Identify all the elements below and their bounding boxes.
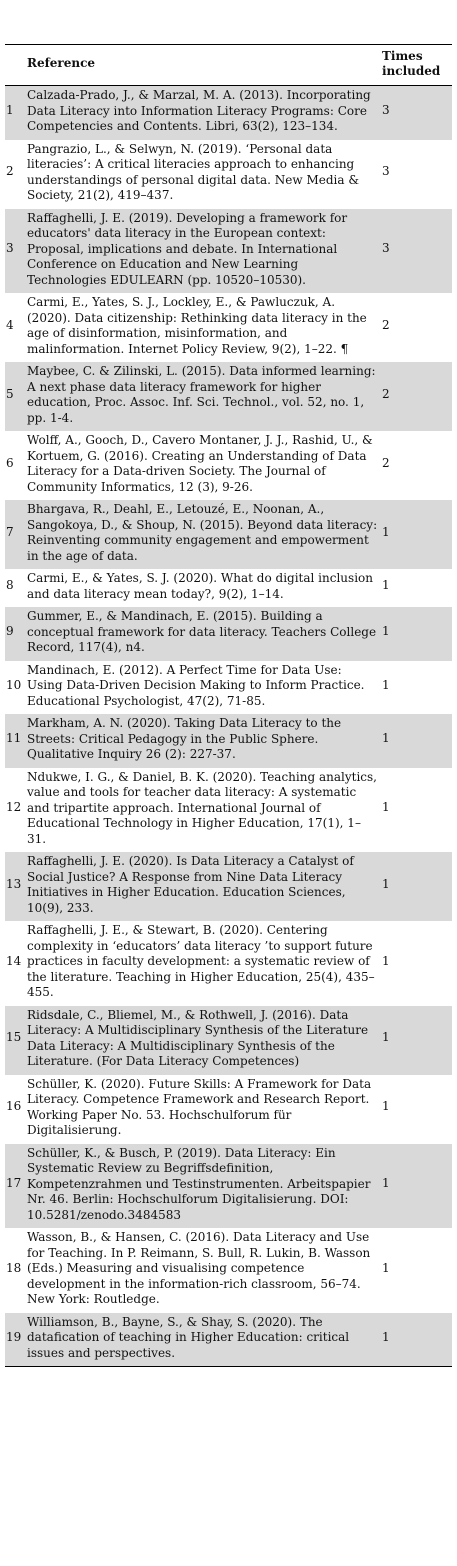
header-number: [5, 45, 25, 86]
row-reference: Wolff, A., Gooch, D., Cavero Montaner, J. J., Rashid, U., & Kortuem, G. (2016). Creating an Understanding of Data Literacy for a Data-driven Society. The Journal of Community Informatics, 12 (3), 9-26.: [27, 433, 373, 494]
row-reference: Williamson, B., Bayne, S., & Shay, S. (2020). The datafication of teaching in Higher Education: critical issues and perspectives.: [25, 1313, 380, 1367]
table-row: [5, 607, 452, 661]
row-times-included: 1: [380, 714, 452, 768]
row-number: 19: [5, 1313, 25, 1367]
row-reference: Carmi, E., & Yates, S. J. (2020). What do digital inclusion and data literacy mean today?, 9(2), 1–14.: [27, 571, 373, 601]
row-reference: Ridsdale, C., Bliemel, M., & Rothwell, J. (2016). Data Literacy: A Multidisciplinary Synthesis of the Literature Data Literacy: A Multidisciplinary Synthesis of the Literature. (For Data Literacy Competences): [25, 1006, 380, 1075]
table-row: [5, 852, 452, 921]
row-times-included: 1: [380, 500, 452, 569]
row-reference: Wasson, B., & Hansen, C. (2016). Data Literacy and Use for Teaching. In P. Reimann, S. Bull, R. Lukin, B. Wasson (Eds.) Measuring and visualising competence development in the information-rich classroom, 56–74. New York: Routledge.: [27, 1230, 371, 1306]
row-number: 15: [5, 1006, 25, 1075]
row-number: 4: [6, 317, 14, 332]
row-number: 14: [6, 953, 22, 968]
row-times-included: 3: [380, 209, 452, 294]
table-row: [5, 1144, 452, 1229]
table-row: [5, 1006, 452, 1075]
row-reference: Schüller, K. (2020). Future Skills: A Framework for Data Literacy. Competence Framework and Research Report. Working Paper No. 53. Hochschulforum für Digitalisierung.: [27, 1076, 372, 1137]
table-body: [5, 86, 452, 1367]
header-times-included: Times included: [380, 45, 452, 86]
row-times-included: 1: [382, 1099, 390, 1114]
table-row: [5, 500, 452, 569]
row-number: 8: [6, 578, 14, 593]
row-times-included: 1: [380, 1006, 452, 1075]
row-times-included: 2: [382, 455, 390, 470]
table-row: [5, 1228, 452, 1313]
row-times-included: 2: [380, 362, 452, 431]
row-number: 11: [5, 714, 25, 768]
table-row: [5, 1075, 452, 1144]
row-number: 13: [5, 852, 25, 921]
row-number: 16: [6, 1099, 22, 1114]
row-reference: Raffaghelli, J. E. (2019). Developing a framework for educators' data literacy in the European context: Proposal, implications and debate. In International Conference on Education and New Learning Technologies EDULEARN (pp. 10520–10530).: [25, 209, 380, 294]
table-row: [5, 768, 452, 853]
table-row: [5, 714, 452, 768]
table-row: [5, 921, 452, 1006]
table-row: [5, 209, 452, 294]
row-number: 17: [5, 1144, 25, 1229]
table-row: [5, 661, 452, 715]
row-times-included: 1: [382, 677, 390, 692]
row-number: 10: [6, 677, 22, 692]
row-times-included: 3: [380, 86, 452, 140]
row-reference: Gummer, E., & Mandinach, E. (2015). Building a conceptual framework for data literacy. Teachers College Record, 117(4), n4.: [25, 607, 380, 661]
row-times-included: 1: [382, 1260, 390, 1275]
row-times-included: 1: [380, 852, 452, 921]
row-times-included: 1: [380, 607, 452, 661]
row-number: 9: [5, 607, 25, 661]
table-row: [5, 140, 452, 209]
row-times-included: 1: [382, 953, 390, 968]
row-reference: Raffaghelli, J. E. (2020). Is Data Literacy a Catalyst of Social Justice? A Response from Nine Data Literacy Initiatives in Higher Education. Education Sciences, 10(9), 233.: [25, 852, 380, 921]
references-table-container: [5, 44, 452, 1367]
table-row: [5, 86, 452, 140]
row-reference: Maybee, C. & Zilinski, L. (2015). Data informed learning: A next phase data literacy framework for higher education, Proc. Assoc. Inf. Sci. Technol., vol. 52, no. 1, pp. 1-4.: [25, 362, 380, 431]
table-row: [5, 362, 452, 431]
table-row: [5, 293, 452, 362]
row-times-included: 3: [382, 164, 390, 179]
row-times-included: 1: [382, 578, 390, 593]
row-reference: Bhargava, R., Deahl, E., Letouzé, E., Noonan, A., Sangokoya, D., & Shoup, N. (2015). Beyond data literacy: Reinventing community engagement and empowerment in the age of data.: [25, 500, 380, 569]
row-number: 1: [5, 86, 25, 140]
row-number: 6: [6, 455, 14, 470]
row-reference: Schüller, K., & Busch, P. (2019). Data Literacy: Ein Systematic Review zu Begriffsdefinition, Kompetenzrahmen und Testinstrumenten. Arbeitspapier Nr. 46. Berlin: Hochschulforum Digitalisierung. DOI: 10.5281/zenodo.3484583: [25, 1144, 380, 1229]
row-times-included: 2: [382, 317, 390, 332]
table-row: [5, 431, 452, 500]
row-reference: Pangrazio, L., & Selwyn, N. (2019). ‘Personal data literacies’: A critical literacies approach to enhancing understandings of personal digital data. New Media & Society, 21(2), 419–437.: [27, 141, 360, 202]
header-reference: Reference: [25, 45, 380, 86]
row-number: 12: [6, 800, 22, 814]
table-header-row: [5, 45, 452, 86]
table-row: [5, 569, 452, 607]
references-table: [5, 44, 452, 1367]
row-number: 3: [5, 209, 25, 294]
row-reference: Calzada-Prado, J., & Marzal, M. A. (2013). Incorporating Data Literacy into Information Literacy Programs: Core Competencies and Contents. Libri, 63(2), 123–134.: [25, 86, 380, 140]
row-number: 18: [6, 1260, 22, 1275]
row-reference: Mandinach, E. (2012). A Perfect Time for Data Use: Using Data-Driven Decision Making to Inform Practice. Educational Psychologist, 47(2), 71-85.: [27, 662, 365, 708]
row-times-included: 1: [382, 800, 390, 814]
row-reference: Carmi, E., Yates, S. J., Lockley, E., & Pawluczuk, A. (2020). Data citizenship: Rethinking data literacy in the age of disinformation, misinformation, and malinformation. Internet Policy Review, 9(2), 1–22. ¶: [27, 295, 367, 356]
row-number: 7: [5, 500, 25, 569]
row-reference: Raffaghelli, J. E., & Stewart, B. (2020). Centering complexity in ‘educators’ data literacy ’to support future practices in faculty development: a systematic review of the literature. Teaching in Higher Education, 25(4), 435–455.: [27, 923, 375, 999]
row-reference: Ndukwe, I. G., & Daniel, B. K. (2020). Teaching analytics, value and tools for teacher data literacy: A systematic and tripartite approach. International Journal of Educational Technology in Higher Education, 17(1), 1–31.: [27, 769, 377, 846]
row-number: 2: [6, 164, 14, 179]
row-reference: Markham, A. N. (2020). Taking Data Literacy to the Streets: Critical Pedagogy in the Public Sphere. Qualitative Inquiry 26 (2): 227-37.: [25, 714, 380, 768]
row-number: 5: [5, 362, 25, 431]
row-times-included: 1: [380, 1144, 452, 1229]
row-times-included: 1: [380, 1313, 452, 1367]
table-row: [5, 1313, 452, 1367]
